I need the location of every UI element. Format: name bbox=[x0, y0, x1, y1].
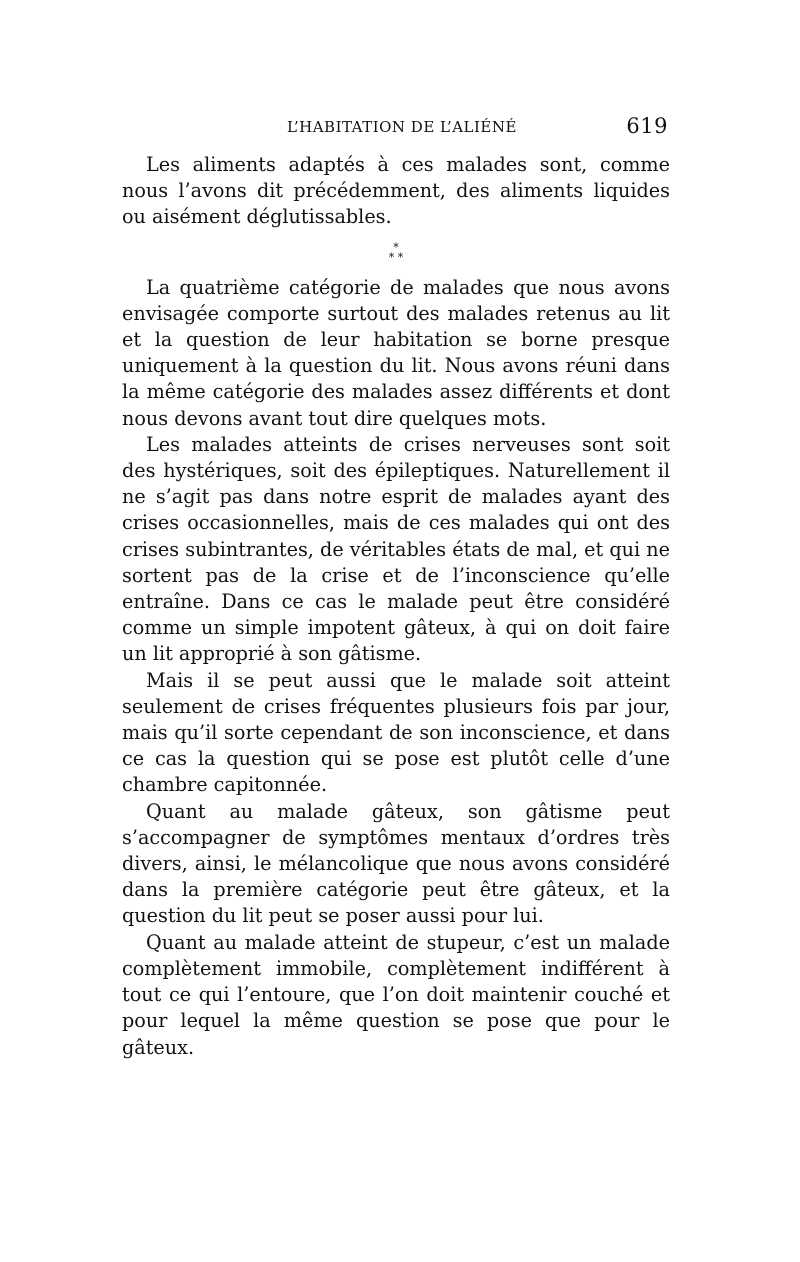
paragraph: Quant au malade gâteux, son gâtisme peut s’accompagner de symptômes mentaux d’ordres très divers, ainsi, le mélancolique que nous avons considéré dans la première catégorie peut être gâteux, et la question du lit peut se poser aussi pour lui. bbox=[122, 799, 670, 928]
paragraph: Quant au malade atteint de stupeur, c’est un malade complètement immobile, complètement indifférent à tout ce qui l’entoure, que l’on doit maintenir couché et pour lequel la même question se pose que pour le gâteux. bbox=[122, 930, 670, 1059]
paragraph: Les aliments adaptés à ces malades sont, comme nous l’avons dit précédemment, des aliments liquides ou aisément déglutissables. bbox=[122, 153, 670, 229]
paragraph: Les malades atteints de crises nerveuses sont soit des hystériques, soit des épileptiques. Naturellement il ne s’agit pas dans notre esprit de malades ayant des crises occasionnelles, mais de ces malades qui ont des crises subintrantes, de véritables états de mal, et qui ne sortent pas de la crise et de l’inconscience qu’elle entraîne. Dans ce cas le malade peut être considéré comme un simple impotent gâteux, à qui on doit faire un lit approprié à son gâtisme. bbox=[122, 432, 670, 666]
asterism-top: * bbox=[393, 240, 399, 254]
asterism-divider bbox=[122, 231, 670, 275]
asterism-bottom: * * bbox=[388, 250, 404, 264]
body-text bbox=[122, 152, 670, 1061]
page-number: 619 bbox=[626, 114, 668, 138]
paragraph: La quatrième catégorie de malades que nous avons envisagée comporte surtout des malades retenus au lit et la question de leur habitation se borne presque uniquement à la question du lit. Nous avons réuni dans la même catégorie des malades assez différents et dont nous devons avant tout dire quelques mots. bbox=[122, 275, 670, 430]
running-title: L’HABITATION DE L’ALIÉNÉ bbox=[287, 118, 517, 136]
running-head bbox=[122, 116, 670, 140]
paragraph: Mais il se peut aussi que le malade soit atteint seulement de crises fréquentes plusieurs fois par jour, mais qu’il sorte cependant de son inconscience, et dans ce cas la question qui se pose est plutôt celle d’une chambre capitonnée. bbox=[122, 668, 670, 797]
